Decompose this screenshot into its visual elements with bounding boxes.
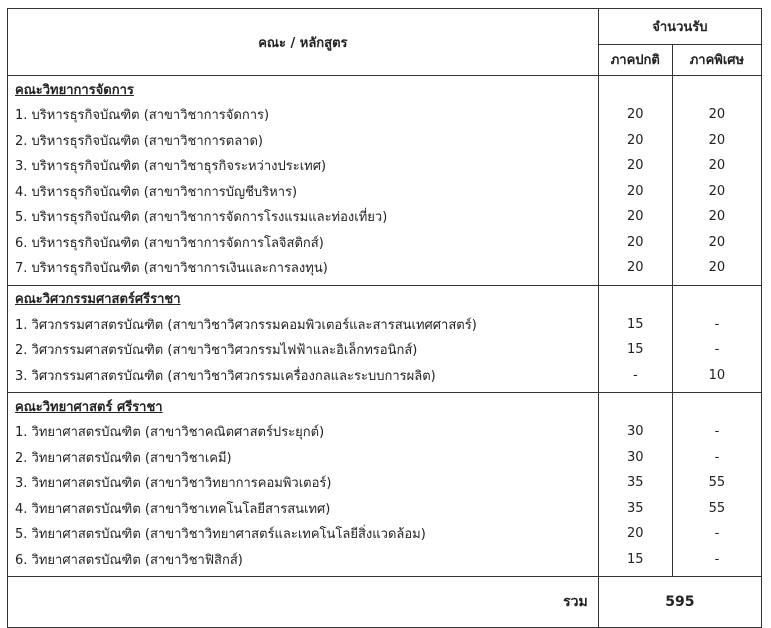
table-row: [8, 419, 762, 445]
regular-count: 35: [598, 470, 672, 496]
total-label: รวม: [8, 577, 599, 628]
regular-count: 30: [598, 445, 672, 471]
program-name: 6. บริหารธุรกิจบัณฑิต (สาขาวิชาการจัดการโลจิสติกส์): [8, 230, 599, 256]
program-name: 5. วิทยาศาสตรบัณฑิต (สาขาวิชาวิทยาศาสตร์และเทคโนโลยีสิ่งแวดล้อม): [8, 521, 599, 547]
special-count: -: [672, 521, 761, 547]
table-row: [8, 204, 762, 230]
regular-count: 20: [598, 153, 672, 179]
regular-count: 20: [598, 128, 672, 154]
special-count: 55: [672, 496, 761, 522]
program-column-header: คณะ / หลักสูตร: [8, 9, 599, 76]
table-row: [8, 337, 762, 363]
table-row: [8, 179, 762, 205]
special-count: -: [672, 419, 761, 445]
program-name: 1. วิศวกรรมศาสตรบัณฑิต (สาขาวิชาวิศวกรรมคอมพิวเตอร์และสารสนเทศศาสตร์): [8, 312, 599, 338]
empty-cell: [598, 285, 672, 312]
regular-count: 35: [598, 496, 672, 522]
special-count: -: [672, 312, 761, 338]
table-row: [8, 255, 762, 281]
empty-cell: [598, 393, 672, 420]
regular-count: 30: [598, 419, 672, 445]
table-body: [8, 76, 762, 577]
program-name: 4. วิทยาศาสตรบัณฑิต (สาขาวิชาเทคโนโลยีสารสนเทศ): [8, 496, 599, 522]
special-count: -: [672, 337, 761, 363]
intake-header: จำนวนรับ: [598, 9, 761, 45]
regular-count: 20: [598, 102, 672, 128]
faculty-name: คณะวิศวกรรมศาสตร์ศรีราชา: [8, 285, 599, 312]
special-header: ภาคพิเศษ: [672, 44, 761, 75]
total-value: 595: [598, 577, 761, 628]
regular-count: 15: [598, 547, 672, 573]
intake-table: [7, 8, 762, 628]
regular-count: 15: [598, 312, 672, 338]
program-name: 3. บริหารธุรกิจบัณฑิต (สาขาวิชาธุรกิจระหว่างประเทศ): [8, 153, 599, 179]
table-row: [8, 128, 762, 154]
faculty-name: คณะวิทยาศาสตร์ ศรีราชา: [8, 393, 599, 420]
faculty-row: [8, 285, 762, 312]
regular-count: 20: [598, 204, 672, 230]
total-row: [8, 577, 762, 628]
table-row: [8, 521, 762, 547]
faculty-row: [8, 76, 762, 103]
table-row: [8, 230, 762, 256]
table-row: [8, 153, 762, 179]
regular-count: 20: [598, 230, 672, 256]
program-name: 1. วิทยาศาสตรบัณฑิต (สาขาวิชาคณิตศาสตร์ประยุกต์): [8, 419, 599, 445]
program-name: 3. วิศวกรรมศาสตรบัณฑิต (สาขาวิชาวิศวกรรมเครื่องกลและระบบการผลิต): [8, 363, 599, 389]
table-row: [8, 102, 762, 128]
program-name: 4. บริหารธุรกิจบัณฑิต (สาขาวิชาการบัญชีบริหาร): [8, 179, 599, 205]
special-count: 55: [672, 470, 761, 496]
table-row: [8, 363, 762, 389]
program-name: 5. บริหารธุรกิจบัณฑิต (สาขาวิชาการจัดการโรงแรมและท่องเที่ยว): [8, 204, 599, 230]
program-name: 2. วิศวกรรมศาสตรบัณฑิต (สาขาวิชาวิศวกรรมไฟฟ้าและอิเล็กทรอนิกส์): [8, 337, 599, 363]
special-count: 20: [672, 255, 761, 281]
special-count: 10: [672, 363, 761, 389]
program-name: 2. บริหารธุรกิจบัณฑิต (สาขาวิชาการตลาด): [8, 128, 599, 154]
special-count: 20: [672, 179, 761, 205]
regular-count: 20: [598, 521, 672, 547]
program-name: 3. วิทยาศาสตรบัณฑิต (สาขาวิชาวิทยาการคอมพิวเตอร์): [8, 470, 599, 496]
empty-cell: [672, 285, 761, 312]
table-row: [8, 312, 762, 338]
table-row: [8, 470, 762, 496]
program-name: 6. วิทยาศาสตรบัณฑิต (สาขาวิชาฟิสิกส์): [8, 547, 599, 573]
program-name: 7. บริหารธุรกิจบัณฑิต (สาขาวิชาการเงินและการลงทุน): [8, 255, 599, 281]
empty-cell: [672, 393, 761, 420]
empty-cell: [672, 76, 761, 103]
regular-count: 20: [598, 179, 672, 205]
program-name: 1. บริหารธุรกิจบัณฑิต (สาขาวิชาการจัดการ): [8, 102, 599, 128]
regular-header: ภาคปกติ: [598, 44, 672, 75]
special-count: 20: [672, 102, 761, 128]
regular-count: 15: [598, 337, 672, 363]
special-count: -: [672, 445, 761, 471]
table-row: [8, 547, 762, 573]
faculty-name: คณะวิทยาการจัดการ: [8, 76, 599, 103]
empty-cell: [598, 76, 672, 103]
faculty-row: [8, 393, 762, 420]
regular-count: -: [598, 363, 672, 389]
regular-count: 20: [598, 255, 672, 281]
special-count: -: [672, 547, 761, 573]
table-row: [8, 445, 762, 471]
program-name: 2. วิทยาศาสตรบัณฑิต (สาขาวิชาเคมี): [8, 445, 599, 471]
special-count: 20: [672, 128, 761, 154]
special-count: 20: [672, 153, 761, 179]
table-row: [8, 496, 762, 522]
special-count: 20: [672, 230, 761, 256]
special-count: 20: [672, 204, 761, 230]
